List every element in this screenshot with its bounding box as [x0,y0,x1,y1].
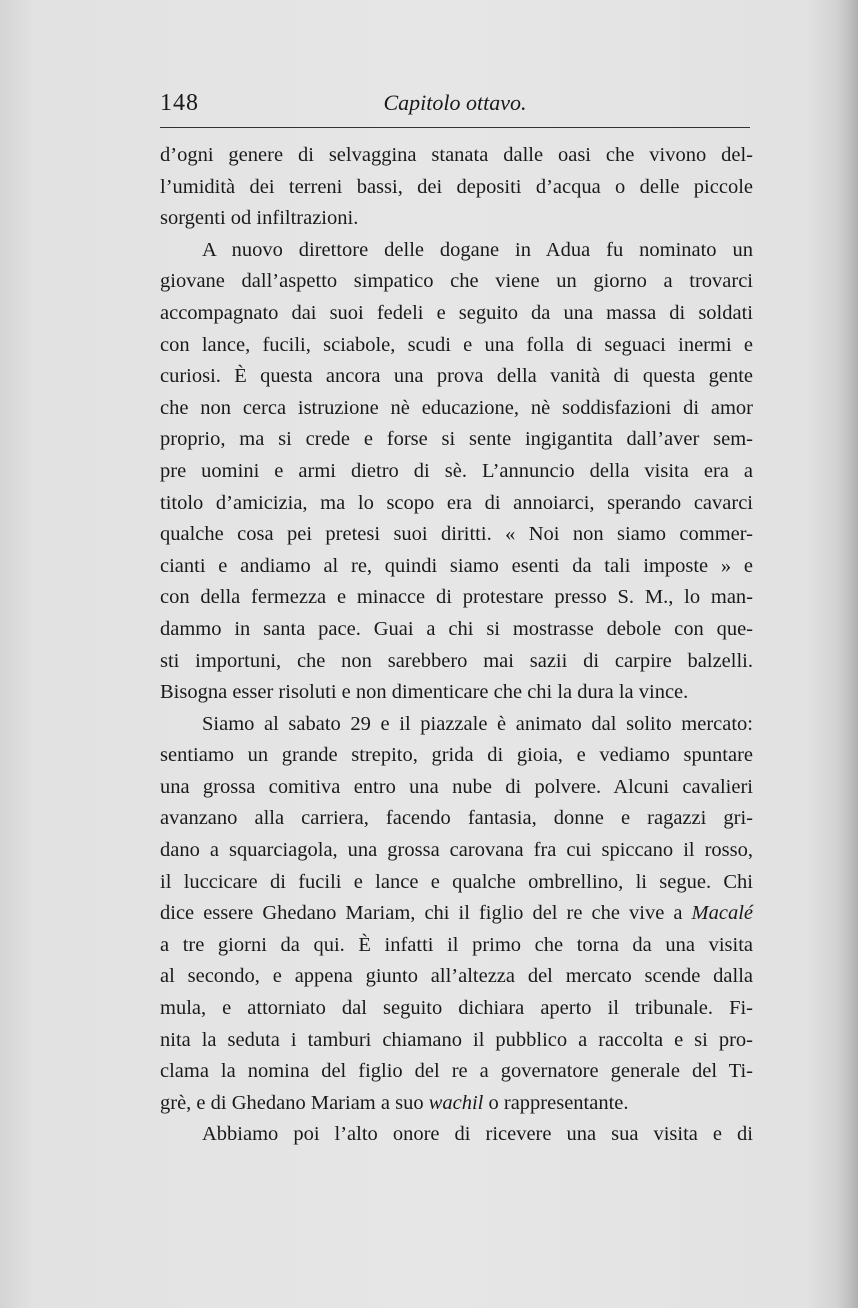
text-line: nita la seduta i tamburi chiamano il pubblico a raccolta e si pro- [160,1028,753,1051]
text-line: qualche cosa pei pretesi suoi diritti. « Noi non siamo commer- [160,523,753,546]
text-line: accompagnato dai suoi fedeli e seguito da una massa di soldati [160,301,753,324]
text-line: proprio, ma si crede e forse si sente ingigantita dall’aver sem- [160,428,753,451]
text-line: una grossa comitiva entro una nube di polvere. Alcuni cavalieri [160,775,753,798]
text-line: che non cerca istruzione nè educazione, nè soddisfazioni di amor [160,396,753,419]
text-line: pre uomini e armi dietro di sè. L’annuncio della visita era a [160,459,753,482]
text-line: sti importuni, che non sarebbero mai sazii di carpire balzelli. [160,649,753,672]
running-title: Capitolo ottavo. [383,90,527,115]
text-line: al secondo, e appena giunto all’altezza del mercato scende dalla [160,965,753,988]
text-line: A nuovo direttore delle dogane in Adua fu nominato un [202,238,753,261]
text-line: cianti e andiamo al re, quindi siamo esenti da tali imposte » e [160,554,753,577]
text-line [160,898,753,930]
text-line: curiosi. È questa ancora una prova della vanità di questa gente [160,365,753,388]
text-line: avanzano alla carriera, facendo fantasia, donne e ragazzi gri- [160,807,753,830]
text-segment: o rappresentante. [488,1091,629,1114]
text-line: dammo in santa pace. Guai a chi si mostrasse debole con que- [160,617,753,640]
header-rule [160,127,750,128]
text-segment: dice essere Ghedano Mariam, chi il figlio del re che vive a [160,902,683,925]
text-line: l’umidità dei terreni bassi, dei depositi d’acqua o delle piccole [160,175,753,198]
text-line: sorgenti od infiltrazioni. [160,207,359,230]
text-line: con della fermezza e minacce di protestare presso S. M., lo man- [160,586,753,609]
text-line: titolo d’amicizia, ma lo scopo era di annoiarci, sperando cavarci [160,491,753,514]
text-line: mula, e attorniato dal seguito dichiara aperto il tribunale. Fi- [160,997,753,1020]
page-number: 148 [160,90,199,116]
italic-term: wachil [428,1091,484,1114]
text-line: dano a squarciagola, una grossa carovana fra cui spiccano il rosso, [160,839,753,862]
text-line: con lance, fucili, sciabole, scudi e una folla di seguaci inermi e [160,333,753,356]
text-line: a tre giorni da qui. È infatti il primo che torna da una visita [160,933,753,956]
text-line: il luccicare di fucili e lance e qualche ombrellino, li segue. Chi [160,870,753,893]
text-line [160,1088,753,1120]
text-line: Abbiamo poi l’alto onore di ricevere una sua visita e di [202,1123,753,1146]
text-line: Bisogna esser risoluti e non dimenticare che chi la dura la vince. [160,681,689,704]
text-line: d’ogni genere di selvaggina stanata dalle oasi che vivono del- [160,144,753,166]
text-line: sentiamo un grande strepito, grida di gioia, e vediamo spuntare [160,744,753,767]
italic-place-name: Macalé [691,902,754,925]
page-header [160,88,750,128]
page-edge-shadow [836,0,858,1308]
text-line: Siamo al sabato 29 e il piazzale è animato dal solito mercato: [202,712,753,735]
text-line: clama la nomina del figlio del re a governatore generale del Ti- [160,1060,753,1083]
text-segment: grè, e di Ghedano Mariam a suo [160,1091,424,1114]
body-text [160,140,753,1151]
text-line: giovane dall’aspetto simpatico che viene un giorno a trovarci [160,270,753,293]
